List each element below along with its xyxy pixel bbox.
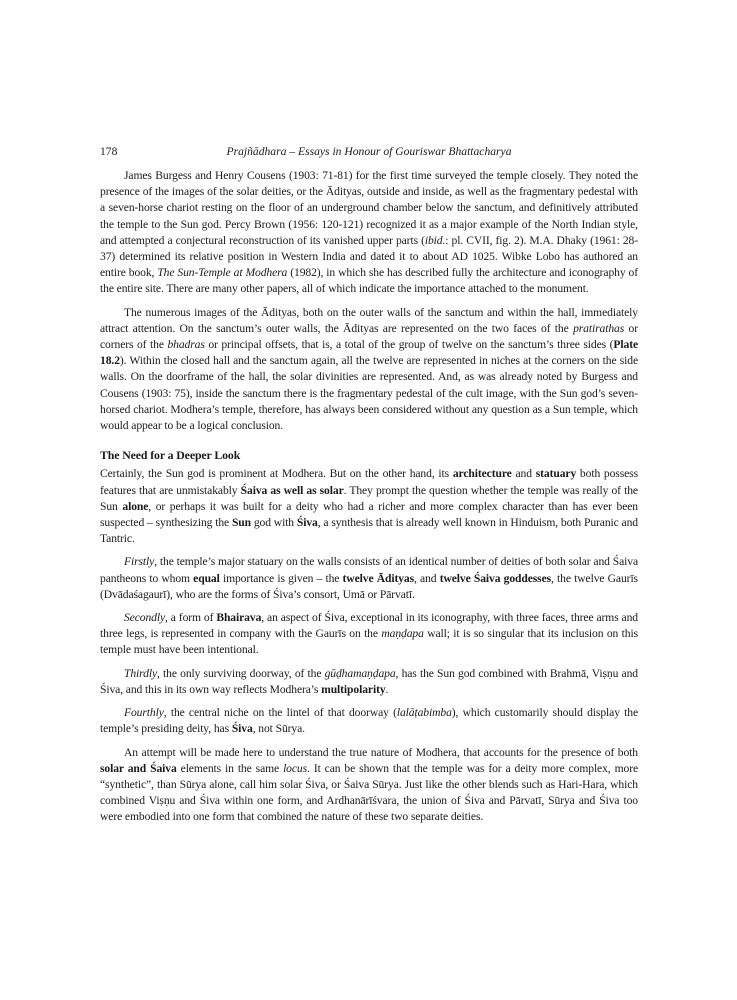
bold-text: twelve Ādityas (342, 571, 415, 585)
bold-text: multipolarity (321, 682, 386, 696)
text-run: . It can be shown that the temple was for a deity more complex, more “synthetic”, than Sūrya alone, call him solar Śiva, or Śaiva Sūrya. Just like the other blends such as Hari-Hara, which combined Viṣṇu and Śiva within one form, and Ardhanārīśvara, the union of Śiva and Pārvatī, Sūrya and Śiva too were embodied into one form that combined the nature of these two separate deities. (100, 761, 638, 824)
text-run: . They prompt the question whether the temple was really of the Sun (100, 483, 638, 513)
italic-text: pratirathas (573, 321, 625, 335)
italic-text: maṇḍapa (381, 627, 424, 641)
text-run: god with (250, 516, 297, 530)
body-text (100, 168, 638, 833)
italic-text: Firstly (124, 555, 155, 569)
text-run: ), which customarily should display the temple’s presiding deity, has (100, 706, 638, 736)
italic-text: Secondly (124, 611, 166, 625)
text-run: importance is given – the (219, 571, 343, 585)
italic-text: The Sun-Temple at Modhera (157, 266, 288, 280)
bold-text: twelve Śaiva goddesses (439, 571, 552, 585)
paragraph (100, 745, 638, 826)
section-heading: The Need for a Deeper Look (100, 448, 241, 463)
paragraph (100, 554, 638, 603)
text-run: or principal offsets, that is, a total of the group of twelve on the sanctum’s three sides ( (204, 338, 614, 352)
text-run: or corners of the (100, 321, 638, 352)
text-run: , the central niche on the lintel of that doorway ( (163, 706, 397, 720)
italic-text: bhadras (167, 338, 205, 352)
bold-text: architecture (452, 467, 512, 481)
text-run: , and (414, 571, 440, 585)
text-run: The numerous images of the Ādityas, both on the outer walls of the sanctum and within the hall, immediately attract attention. On the sanctum’s outer walls, the Ādityas are represented on the two faces of the (100, 305, 638, 335)
text-run: , not Sūrya. (252, 722, 305, 736)
text-run: . (385, 682, 389, 696)
text-run: , the temple’s major statuary on the walls consists of an identical number of deities of both solar and Śaiva pantheons to whom (100, 555, 638, 585)
bold-text: solar and Śaiva (100, 761, 177, 775)
text-run: , a synthesis that is already well known in Hinduism, both Puranic and Tantric. (100, 516, 638, 546)
paragraph (100, 705, 638, 737)
bold-text: Plate 18.2 (100, 338, 638, 368)
text-run: (1982), in which she has described fully the architecture and iconography of the entire site. There are many other papers, all of which indicate the importance attached to the monument. (100, 266, 638, 296)
italic-text: ibid. (424, 233, 446, 247)
text-run: James Burgess and Henry Cousens (1903: 71-81) for the first time surveyed the temple closely. They noted the presence of the images of the solar deities, or the Ādityas, outside and inside, as well as the fragmentary pedestal with a seven-horse chariot resting on the floor of an underground chamber below the sanctum, and definitively attributed the temple to the Sun god. Percy Brown (1956: 120-121) recognized it as a major example of the North Indian style, and attempted a conjectural reconstruction of its vanished upper parts ( (100, 169, 638, 247)
text-run: both possess features that are unmistakably (100, 467, 638, 497)
text-run: , an aspect of Śiva, exceptional in its iconography, with three faces, three arms and three legs, is represented in company with the Gaurīs on the (100, 611, 638, 641)
bold-text: Bhairava (216, 611, 262, 625)
page-number: 178 (100, 145, 118, 158)
text-run: An attempt will be made here to understand the true nature of Modhera, that accounts for the presence of both (124, 745, 638, 759)
paragraph (100, 610, 638, 659)
text-run: , the twelve Gaurīs (Dvādaśagaurī), who are the forms of Śiva’s consort, Umā or Pārvatī. (100, 571, 638, 601)
bold-text: Śiva (231, 722, 253, 736)
text-run: , has the Sun god combined with Brahmā, Viṣṇu and Śiva, and this in its own way reflects Modhera’s (100, 666, 638, 696)
text-run: Certainly, the Sun god is prominent at Modhera. But on the other hand, its (100, 467, 453, 481)
text-run: and (511, 467, 536, 481)
bold-text: equal (193, 571, 220, 585)
italic-text: gūḍhamaṇḍapa (324, 666, 396, 680)
italic-text: Fourthly (124, 706, 164, 720)
text-run: wall; it is so singular that its inclusion on this temple must have been intentional. (100, 627, 638, 657)
text-run: , the only surviving doorway, of the (157, 666, 325, 680)
text-run: : pl. CVII, fig. 2). M.A. Dhaky (1961: 28-37) determined its relative position in Western India and dated it to about AD 1025. Wibke Lobo has authored an entire book, (100, 233, 638, 280)
bold-text: Sun (231, 516, 251, 530)
italic-text: locus (283, 761, 308, 775)
text-run: , a form of (165, 611, 217, 625)
bold-text: Śaiva as well as solar (240, 483, 344, 497)
italic-text: lalāṭabimba (396, 706, 452, 720)
text-run: elements in the same (176, 761, 284, 775)
paragraph (100, 466, 638, 547)
text-run: ). Within the closed hall and the sanctum again, all the twelve are represented in niches at the corners on the side walls. On the doorframe of the hall, the solar divinities are represented. And, as was already noted by Burgess and Cousens (1903: 75), inside the sanctum there is the fragmentary pedestal of the cult image, with the Sun god’s seven-horsed chariot. Modhera’s temple, therefore, has always been considered without any question as a Sun temple, which would appear to be a logical conclusion. (100, 354, 638, 433)
text-run: , or perhaps it was built for a deity who had a richer and more complex character than has ever been suspected – synthesizing the (100, 499, 638, 530)
running-title: Prajñādhara – Essays in Honour of Gouriswar Bhattacharya (226, 145, 512, 158)
bold-text: Śiva (296, 516, 318, 530)
bold-text: alone (122, 499, 149, 513)
paragraph (100, 666, 638, 698)
paragraph (100, 305, 638, 435)
bold-text: statuary (535, 467, 577, 481)
italic-text: Thirdly (124, 666, 158, 680)
paragraph (100, 168, 638, 298)
